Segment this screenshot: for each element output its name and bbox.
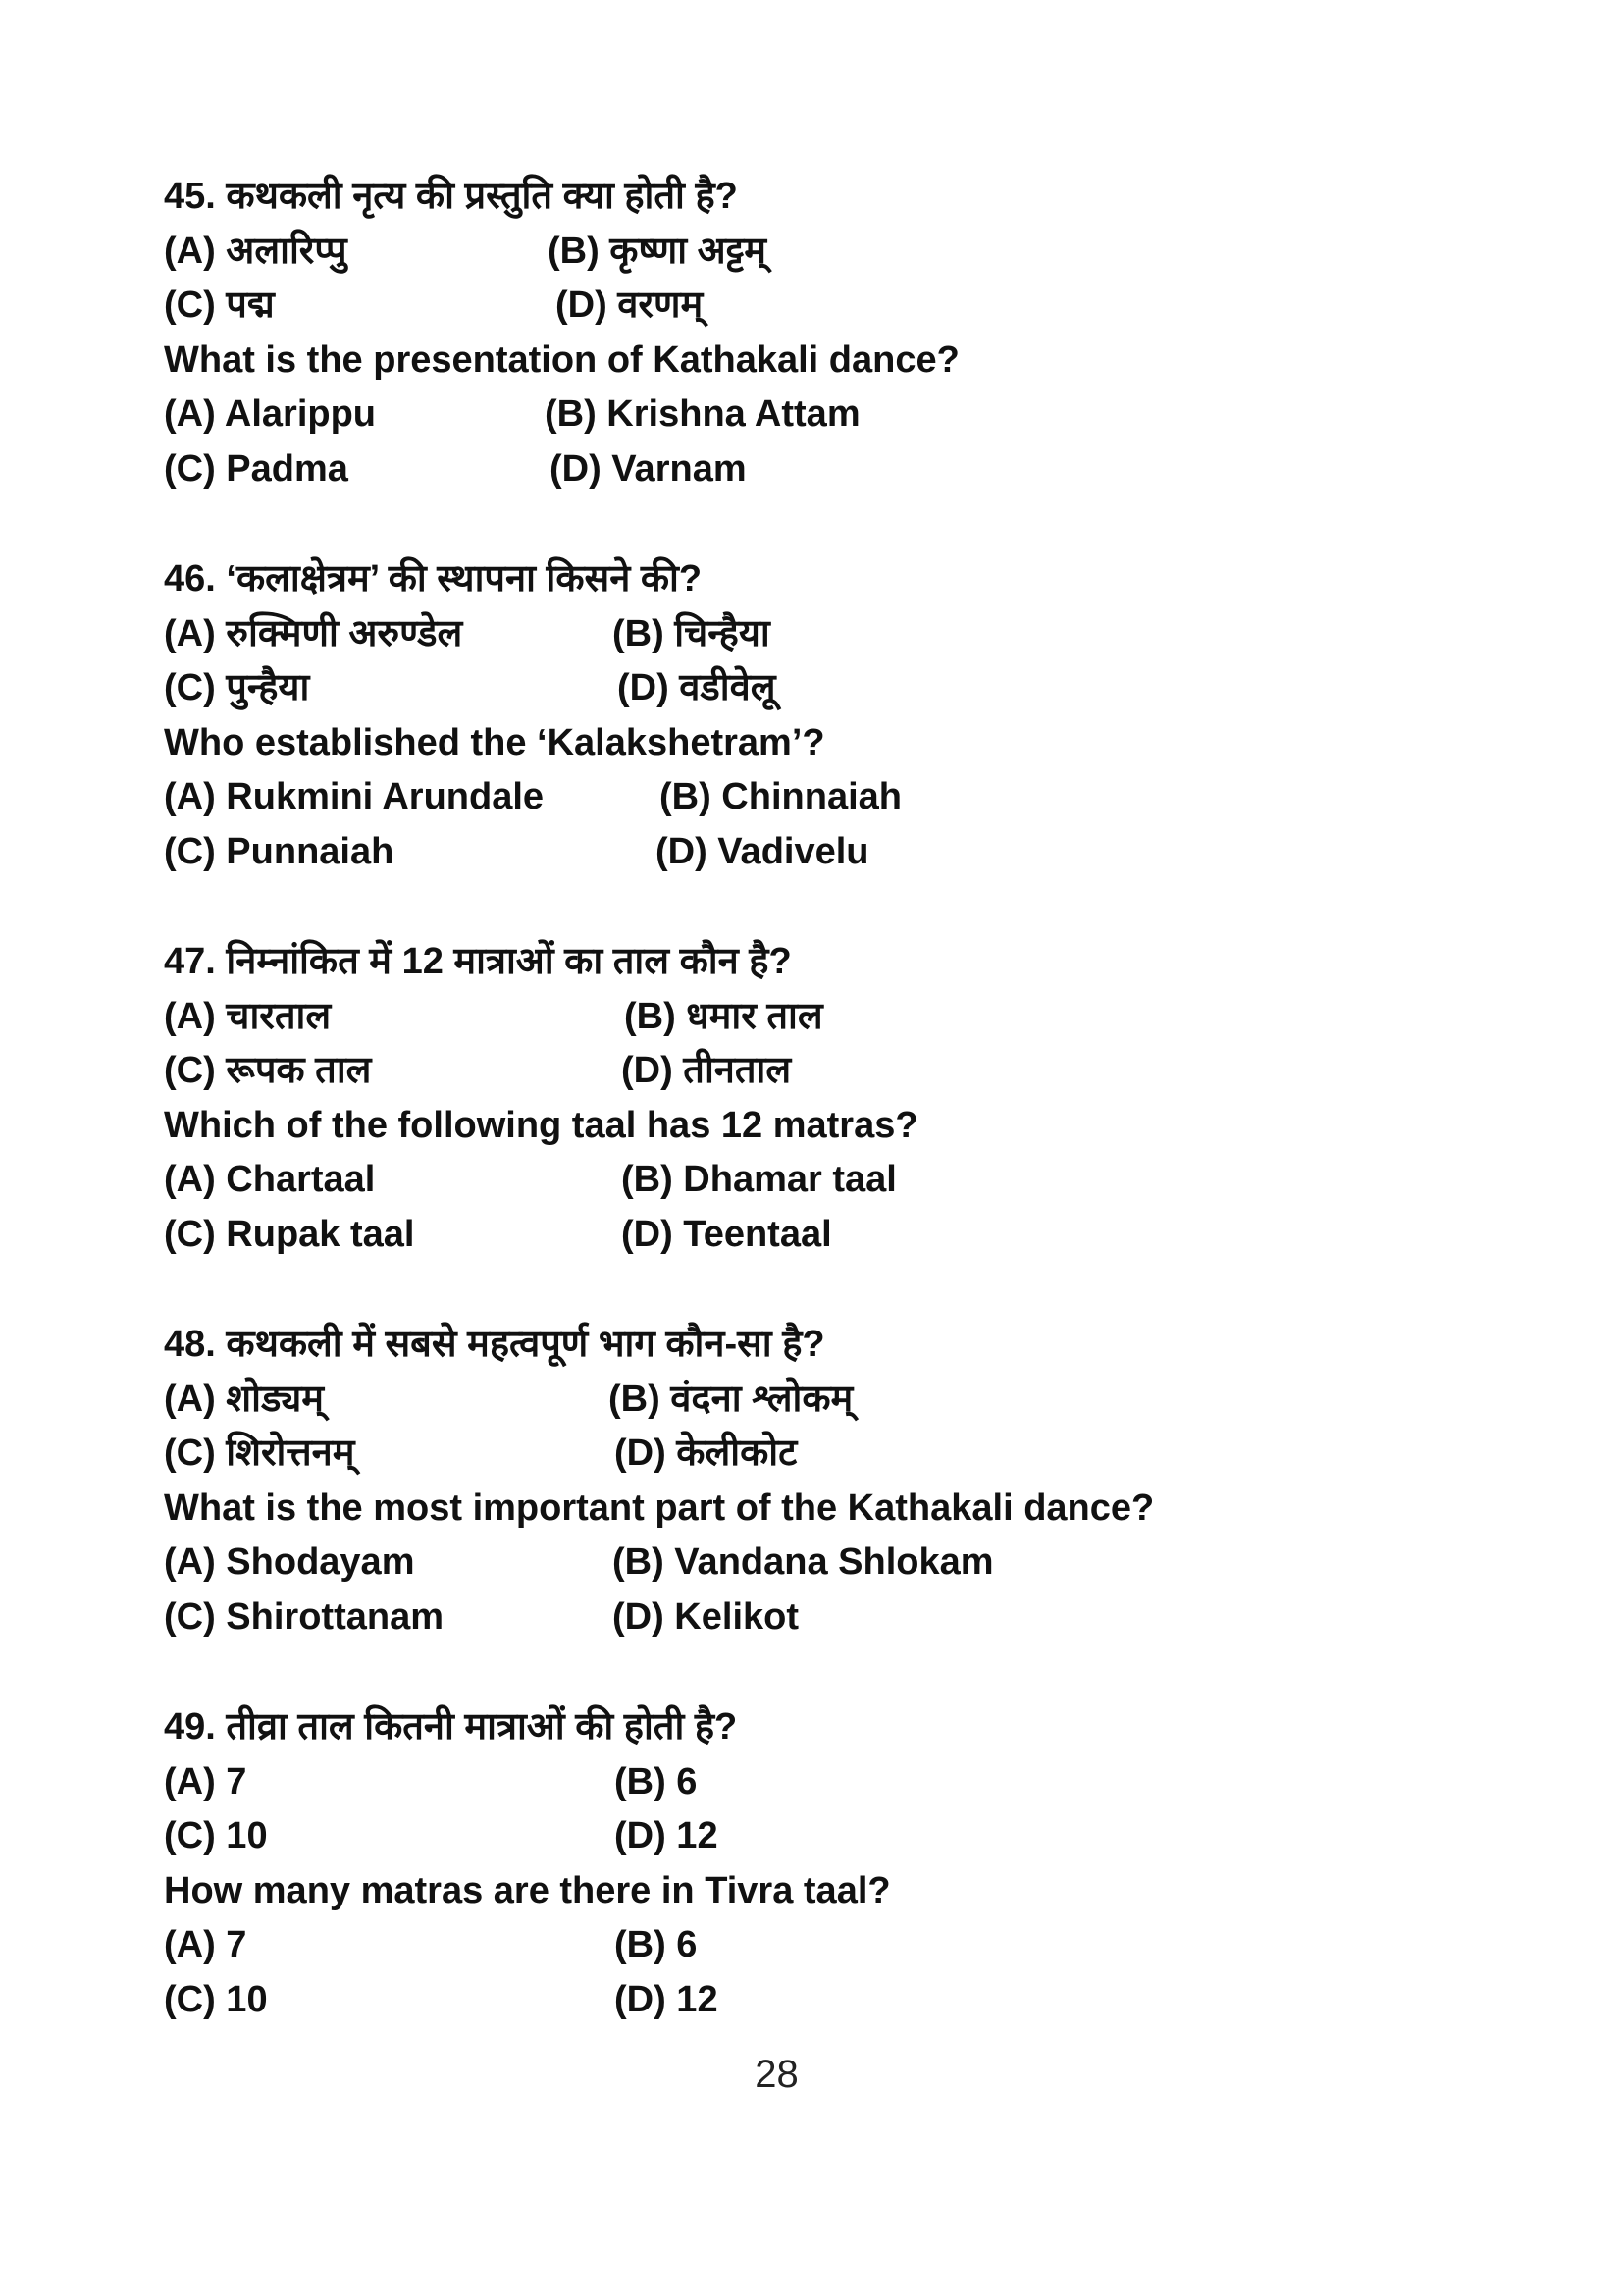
option-d: (D) Vadivelu — [655, 830, 869, 872]
option-a: (A) अलारिप्पु — [164, 230, 347, 272]
option-b: (B) Dhamar taal — [621, 1159, 897, 1200]
option-b: (B) Vandana Shlokam — [612, 1541, 994, 1583]
option-a: (A) Chartaal — [164, 1159, 376, 1200]
question-text-english: Who established the ‘Kalakshetram’? — [164, 721, 825, 763]
option-b: (B) 6 — [614, 1924, 698, 1965]
option-b: (B) 6 — [614, 1760, 698, 1802]
option-c: (C) 10 — [164, 1978, 268, 2020]
option-c: (C) रूपक ताल — [164, 1050, 372, 1091]
option-a: (A) 7 — [164, 1924, 247, 1965]
option-b: (B) Chinnaiah — [659, 776, 902, 817]
option-a: (A) शोड्यम् — [164, 1378, 325, 1420]
option-c: (C) Padma — [164, 447, 348, 490]
option-a: (A) Alarippu — [164, 393, 377, 435]
question-text-english: What is the presentation of Kathakali dance? — [164, 339, 960, 381]
option-d: (D) Teentaal — [621, 1213, 832, 1255]
question-text-hindi: 47. निम्नांकित में 12 मात्राओं का ताल कौन है? — [164, 941, 792, 982]
option-b: (B) कृष्णा अट्टम् — [548, 230, 766, 272]
question-text-english: What is the most important part of the Kathakali dance? — [164, 1487, 1155, 1529]
option-d: (D) 12 — [614, 1815, 718, 1856]
option-a: (A) 7 — [164, 1760, 247, 1802]
option-a: (A) रुक्मिणी अरुण्डेल — [164, 612, 463, 654]
option-c: (C) Shirottanam — [164, 1595, 444, 1638]
question-text-hindi: 46. ‘कलाक्षेत्रम’ की स्थापना किसने की? — [164, 558, 703, 600]
option-b: (B) चिन्हैया — [612, 612, 770, 654]
option-c: (C) शिरोत्तनम् — [164, 1433, 355, 1474]
option-a: (A) Rukmini Arundale — [164, 776, 545, 817]
option-d: (D) Kelikot — [612, 1595, 799, 1638]
question-text-hindi: 49. तीव्रा ताल कितनी मात्राओं की होती है? — [164, 1706, 738, 1748]
option-d: (D) 12 — [614, 1978, 718, 2020]
option-c: (C) 10 — [164, 1815, 268, 1856]
option-c: (C) Rupak taal — [164, 1213, 415, 1255]
question-text-hindi: 48. कथकली में सबसे महत्वपूर्ण भाग कौन-सा है? — [164, 1324, 825, 1365]
option-c: (C) पुन्हैया — [164, 667, 310, 708]
option-d: (D) तीनताल — [621, 1050, 792, 1091]
option-b: (B) वंदना श्लोकम् — [608, 1378, 854, 1420]
option-a: (A) Shodayam — [164, 1541, 415, 1583]
option-d: (D) वरणम् — [555, 285, 704, 326]
option-c: (C) पद्म — [164, 285, 275, 326]
option-c: (C) Punnaiah — [164, 830, 394, 872]
option-b: (B) धमार ताल — [624, 995, 823, 1037]
question-text-hindi: 45. कथकली नृत्य की प्रस्तुति क्या होती है? — [164, 176, 738, 217]
page-number: 28 — [755, 2053, 799, 2096]
option-a: (A) चारताल — [164, 995, 332, 1037]
option-d: (D) Varnam — [549, 447, 747, 490]
question-text-english: Which of the following taal has 12 matras? — [164, 1104, 918, 1146]
option-d: (D) केलीकोट — [614, 1433, 798, 1474]
option-b: (B) Krishna Attam — [545, 393, 861, 435]
question-text-english: How many matras are there in Tivra taal? — [164, 1869, 891, 1911]
option-d: (D) वडीवेलू — [617, 667, 776, 708]
